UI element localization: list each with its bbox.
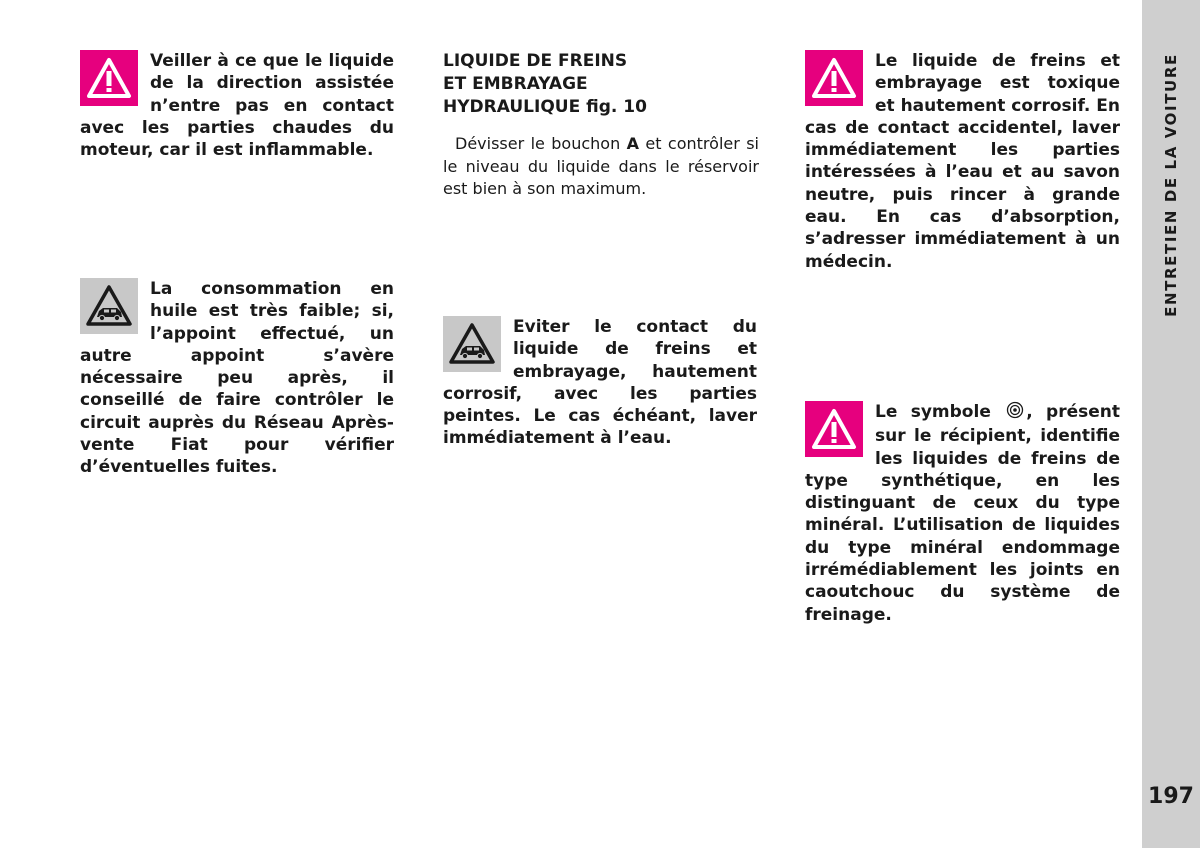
warning-symbol-text-start: Le symbole: [875, 402, 991, 422]
body-text-end: et contrôler si le niveau du liquide dans le réservoir est bien à son maximum.: [443, 134, 760, 198]
warning-triangle-exclamation-icon: [805, 50, 863, 106]
note-paint-text: Eviter le contact du liquide de freins et embrayage, hautement corrosif, avec les parties peintes. Le cas échéant, laver immédiatement à l’eau.: [443, 317, 757, 449]
warning-triangle-exclamation-icon: [80, 50, 138, 106]
warning-steering-fluid: [80, 50, 394, 161]
warning-symbol-text-end: , présent sur le récipient, identifie les liquides de freins de type synthétique, en les distinguant de ceux du type minéral. L’utilisation de liquides du type minéral endommage irrémédiablement les joints en caoutchouc du système de freinage.: [805, 402, 1120, 625]
warning-triangle-car-icon: [80, 278, 138, 334]
heading-line-1: LIQUIDE DE FREINS: [443, 51, 628, 71]
note-oil-consumption: [80, 278, 394, 479]
section-label: ENTRETIEN DE LA VOITURE: [1162, 53, 1180, 317]
heading-line-2: ET EMBRAYAGE: [443, 74, 588, 94]
page-number: 197: [1148, 784, 1194, 809]
synthetic-fluid-symbol-icon: [1006, 401, 1024, 425]
heading-line-3: HYDRAULIQUE fig. 10: [443, 97, 647, 117]
body-paragraph: [443, 133, 759, 201]
warning-toxic-text: Le liquide de freins et embrayage est toxique et hautement corrosif. En cas de contact accidentel, laver immédiatement les parties intéressées à l’eau et au savon neutre, puis rincer à grande eau. En cas d’absorption, s’adresser immédiatement à un médecin.: [805, 51, 1121, 272]
warning-synthetic-symbol: [805, 401, 1120, 626]
note-painted-parts: [443, 316, 757, 450]
body-text-start: Dévisser le bouchon: [455, 134, 627, 153]
cap-letter: A: [626, 134, 640, 153]
warning-triangle-exclamation-icon: [805, 401, 863, 457]
section-heading: [443, 50, 763, 119]
warning-triangle-car-icon: [443, 316, 501, 372]
warning-steering-text: Veiller à ce que le liquide de la direction assistée n’entre pas en contact avec les parties chaudes du moteur, car il est inflammable.: [80, 51, 394, 161]
note-oil-text: La consommation en huile est très faible; si, l’appoint effectué, un autre appoint s’avère nécessaire peu après, il conseillé de faire contrôler le circuit auprès du Réseau Après-vente Fiat pour vérifier d’éventuelles fuites.: [80, 279, 394, 478]
warning-toxic-fluid: [805, 50, 1120, 273]
